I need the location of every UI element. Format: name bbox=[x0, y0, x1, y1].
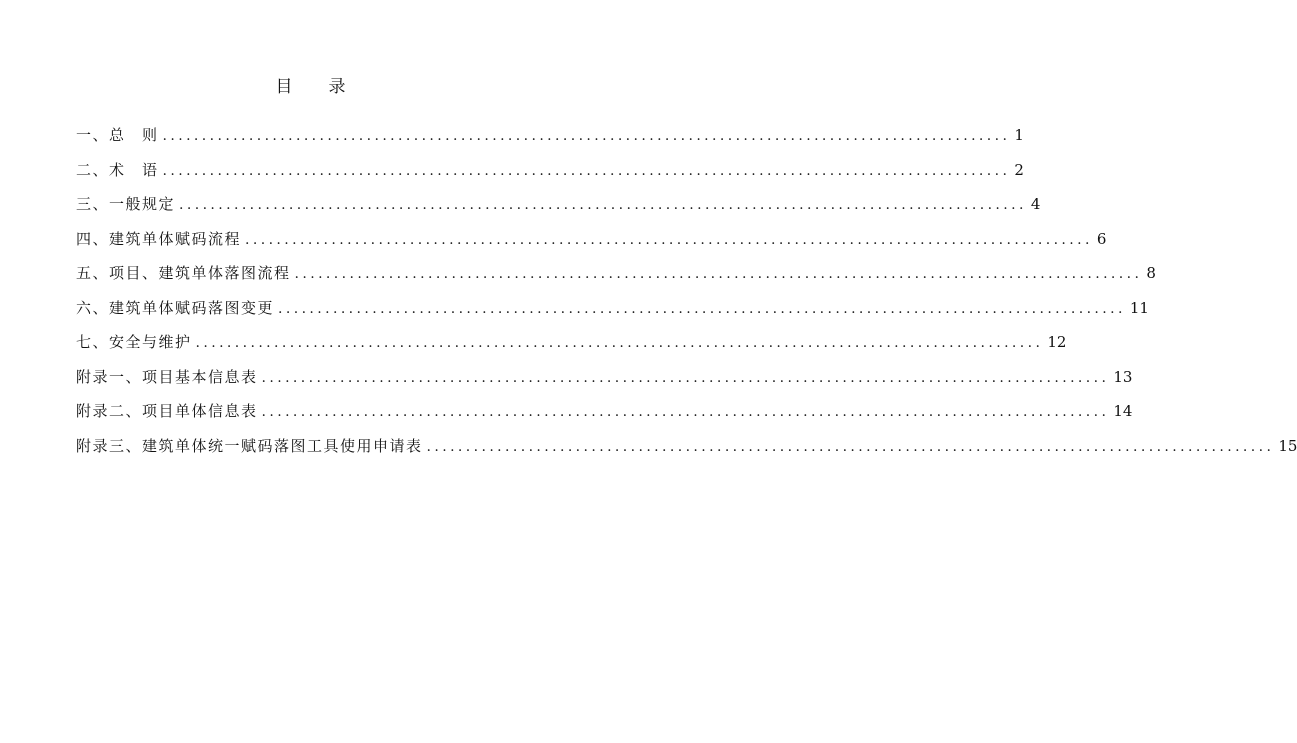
toc-entry-label: 附录二、项目单体信息表 bbox=[76, 402, 258, 420]
toc-entry-general-rules[interactable] bbox=[76, 193, 1041, 228]
toc-list bbox=[76, 124, 1297, 469]
dot-leader: ............................................................................................................ bbox=[426, 438, 1275, 455]
dot-leader: ............................................................................................................ bbox=[195, 335, 1044, 351]
toc-page-number: 15 bbox=[1278, 436, 1297, 455]
toc-page-number: 8 bbox=[1146, 264, 1156, 282]
toc-page-number: 14 bbox=[1113, 402, 1133, 420]
toc-entry-appendix-2[interactable] bbox=[76, 400, 1133, 435]
toc-entry-label: 五、项目、建筑单体落图流程 bbox=[76, 264, 291, 282]
toc-entry-label: 四、建筑单体赋码流程 bbox=[76, 229, 242, 248]
toc-entry-label: 二、术 语 bbox=[76, 160, 159, 179]
toc-page-number: 12 bbox=[1047, 333, 1067, 351]
toc-entry-general[interactable] bbox=[76, 124, 1024, 159]
toc-entry-mapping-process[interactable] bbox=[76, 262, 1156, 297]
dot-leader: ............................................................................................................ bbox=[245, 231, 1093, 248]
toc-entry-security-maintenance[interactable] bbox=[76, 331, 1067, 366]
toc-page-number: 11 bbox=[1129, 298, 1149, 317]
dot-leader: ............................................................................................................ bbox=[179, 197, 1027, 213]
toc-title bbox=[0, 72, 621, 97]
dot-leader: ............................................................................................................ bbox=[261, 404, 1110, 420]
dot-leader: ............................................................................................................ bbox=[162, 162, 1011, 179]
toc-page-number: 13 bbox=[1113, 367, 1133, 386]
toc-page-number: 6 bbox=[1096, 229, 1107, 248]
toc-entry-label: 七、安全与维护 bbox=[76, 333, 192, 351]
toc-entry-appendix-3[interactable] bbox=[76, 435, 1297, 470]
toc-entry-label: 六、建筑单体赋码落图变更 bbox=[76, 298, 275, 317]
toc-entry-appendix-1[interactable] bbox=[76, 366, 1133, 401]
toc-entry-label: 附录三、建筑单体统一赋码落图工具使用申请表 bbox=[76, 436, 423, 455]
toc-page-number: 2 bbox=[1014, 160, 1024, 179]
toc-entry-coding-changes[interactable] bbox=[76, 297, 1149, 332]
dot-leader: ............................................................................................................ bbox=[162, 128, 1011, 144]
toc-page-number: 1 bbox=[1014, 126, 1024, 144]
dot-leader: ............................................................................................................ bbox=[261, 369, 1110, 386]
toc-entry-label: 三、一般规定 bbox=[76, 195, 176, 213]
toc-entry-terms[interactable] bbox=[76, 159, 1024, 194]
toc-title-char-2: 录 bbox=[328, 77, 346, 97]
toc-entry-label: 附录一、项目基本信息表 bbox=[76, 367, 258, 386]
toc-entry-label: 一、总 则 bbox=[76, 126, 159, 144]
toc-title-char-1: 目 bbox=[275, 77, 293, 97]
toc-entry-building-coding-process[interactable] bbox=[76, 228, 1107, 263]
dot-leader: ............................................................................................................ bbox=[278, 300, 1126, 317]
toc-page-number: 4 bbox=[1030, 195, 1041, 213]
dot-leader: ............................................................................................................ bbox=[294, 266, 1143, 282]
